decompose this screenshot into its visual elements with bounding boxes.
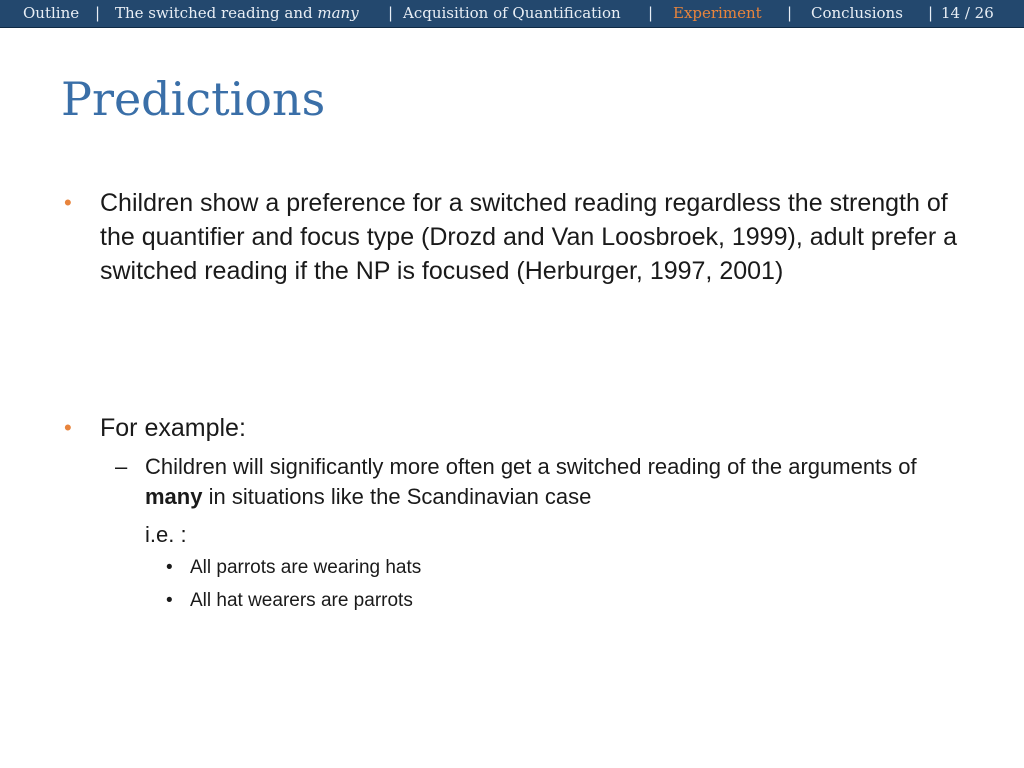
navigation-bar [0,0,1024,28]
list-item [166,555,422,581]
nav-item-switched-reading-em: many [317,4,359,22]
nav-item-acquisition[interactable]: Acquisition of Quantification [403,4,621,22]
nav-separator: | [648,4,654,22]
slide-title: Predictions [61,72,326,126]
bullet-text: For example: [100,414,246,442]
nav-item-outline[interactable]: Outline [23,4,80,22]
bullet-dot-icon: • [166,557,173,578]
bullet-dot-icon: • [166,590,173,611]
list-item-text: All hat wearers are parrots [190,590,413,611]
sub-bullet-bold-many: many [145,484,203,509]
sub-bullet-ie [145,520,965,550]
list-item-text: All parrots are wearing hats [190,557,422,578]
nav-separator: | [388,4,394,22]
nav-item-switched-reading[interactable] [115,4,359,22]
nav-separator: | [95,4,101,22]
bullet-for-example [64,411,980,445]
bullet-dot-icon: • [64,415,72,440]
bullet-text: Children show a preference for a switched reading regardless the strength of the quantifier and focus type (Drozd and Van Loosbroek, 1999), adult prefer a switched reading if the NP is focused (Herburger, 1997, 2001) [100,189,958,285]
nav-separator: | [928,4,934,22]
nav-item-experiment[interactable]: Experiment [673,4,762,22]
bullet-children-preference [64,186,980,288]
nav-item-switched-reading-text: The switched reading and [115,4,318,22]
sub-bullet-children-many [115,452,965,512]
list-item [166,588,413,614]
nav-separator: | [787,4,793,22]
sub-bullet-text-after: in situations like the Scandinavian case [202,484,592,509]
sub-bullet-text-before: Children will significantly more often get a switched reading of the arguments of [145,454,917,479]
bullet-dot-icon: • [64,190,72,215]
page-indicator: 14 / 26 [941,4,994,22]
nav-item-conclusions[interactable]: Conclusions [811,4,903,22]
dash-icon: – [115,454,128,479]
ie-text: i.e. : [145,522,187,547]
